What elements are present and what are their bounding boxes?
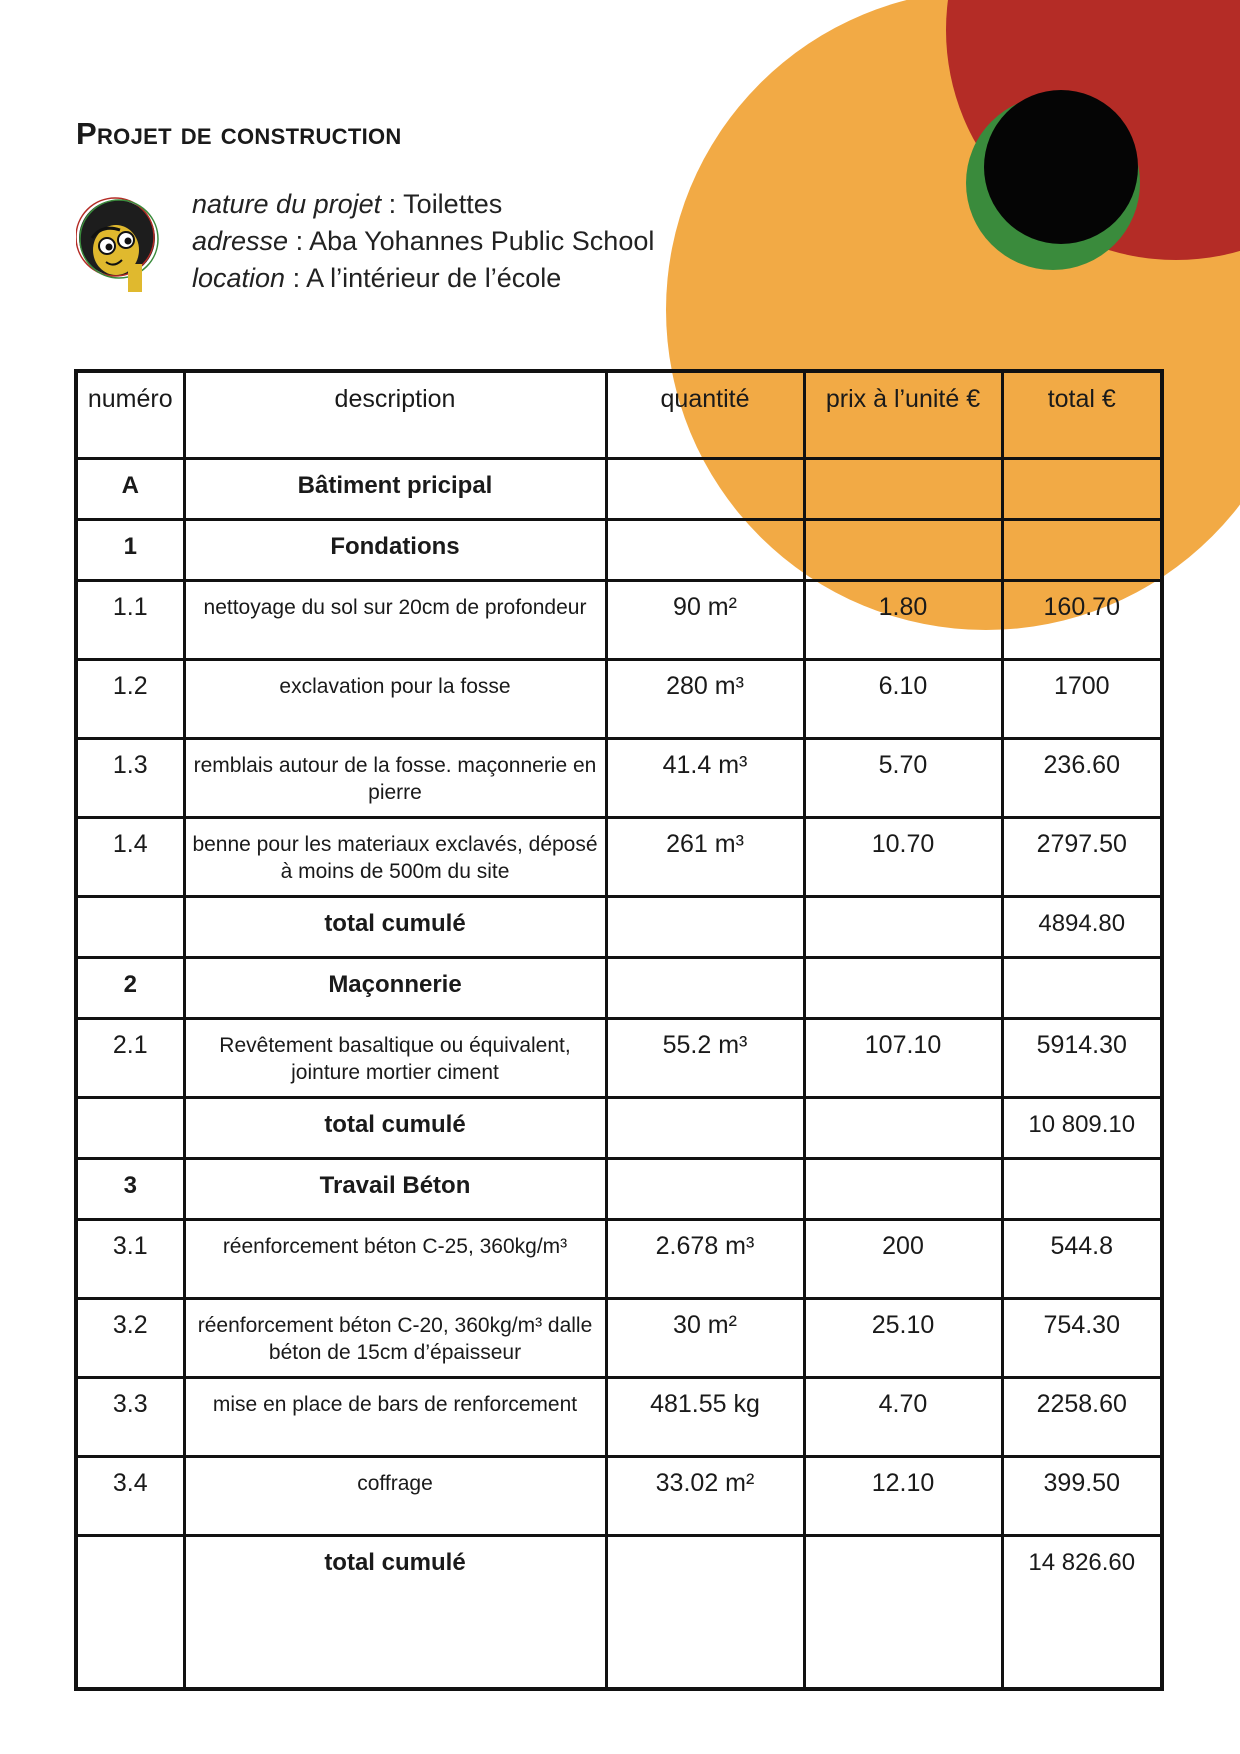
item-unit-price: 10.70 bbox=[804, 818, 1002, 897]
item-total: 2797.50 bbox=[1002, 818, 1162, 897]
empty-cell bbox=[1002, 958, 1162, 1019]
section-title: Fondations bbox=[184, 520, 606, 581]
empty-cell bbox=[804, 520, 1002, 581]
item-quantity: 481.55 kg bbox=[606, 1378, 804, 1457]
item-number: 3.1 bbox=[76, 1220, 184, 1299]
item-total: 2258.60 bbox=[1002, 1378, 1162, 1457]
item-total: 544.8 bbox=[1002, 1220, 1162, 1299]
item-description: réenforcement béton C-20, 360kg/m³ dalle béton de 15cm d’épaisseur bbox=[184, 1299, 606, 1378]
table-row bbox=[76, 1457, 1162, 1536]
item-number: 3.3 bbox=[76, 1378, 184, 1457]
empty-cell bbox=[76, 1098, 184, 1159]
item-number: 1.3 bbox=[76, 739, 184, 818]
column-header-total: total € bbox=[1002, 371, 1162, 459]
empty-cell bbox=[1002, 520, 1162, 581]
item-quantity: 41.4 m³ bbox=[606, 739, 804, 818]
cost-table bbox=[74, 369, 1164, 1691]
item-description: mise en place de bars de renforcement bbox=[184, 1378, 606, 1457]
table-row bbox=[76, 1220, 1162, 1299]
subtotal-label: total cumulé bbox=[184, 1098, 606, 1159]
section-title: Travail Béton bbox=[184, 1159, 606, 1220]
table-row bbox=[76, 818, 1162, 897]
empty-cell bbox=[804, 1536, 1002, 1690]
section-title: Maçonnerie bbox=[184, 958, 606, 1019]
empty-cell bbox=[804, 459, 1002, 520]
section-row bbox=[76, 1159, 1162, 1220]
section-row bbox=[76, 520, 1162, 581]
subtotal-value: 4894.80 bbox=[1002, 897, 1162, 958]
item-unit-price: 5.70 bbox=[804, 739, 1002, 818]
empty-cell bbox=[76, 1536, 184, 1690]
info-adresse: adresse : Aba Yohannes Public School bbox=[192, 226, 655, 256]
empty-cell bbox=[606, 1536, 804, 1690]
item-unit-price: 107.10 bbox=[804, 1019, 1002, 1098]
subtotal-row bbox=[76, 897, 1162, 958]
item-unit-price: 12.10 bbox=[804, 1457, 1002, 1536]
item-number: 2.1 bbox=[76, 1019, 184, 1098]
subtotal-value: 14 826.60 bbox=[1002, 1536, 1162, 1690]
column-header-description: description bbox=[184, 371, 606, 459]
item-description: nettoyage du sol sur 20cm de profondeur bbox=[184, 581, 606, 660]
item-quantity: 2.678 m³ bbox=[606, 1220, 804, 1299]
decor-black-circle bbox=[984, 90, 1138, 244]
empty-cell bbox=[1002, 1159, 1162, 1220]
section-number: 1 bbox=[76, 520, 184, 581]
empty-cell bbox=[804, 1159, 1002, 1220]
item-total: 754.30 bbox=[1002, 1299, 1162, 1378]
empty-cell bbox=[606, 520, 804, 581]
item-quantity: 261 m³ bbox=[606, 818, 804, 897]
info-nature: nature du projet : Toilettes bbox=[192, 189, 503, 219]
item-unit-price: 4.70 bbox=[804, 1378, 1002, 1457]
item-number: 3.2 bbox=[76, 1299, 184, 1378]
subtotal-value: 10 809.10 bbox=[1002, 1098, 1162, 1159]
item-description: réenforcement béton C-25, 360kg/m³ bbox=[184, 1220, 606, 1299]
item-number: 1.4 bbox=[76, 818, 184, 897]
project-info bbox=[192, 186, 654, 297]
table-row bbox=[76, 1378, 1162, 1457]
item-quantity: 280 m³ bbox=[606, 660, 804, 739]
section-number: 2 bbox=[76, 958, 184, 1019]
empty-cell bbox=[606, 958, 804, 1019]
subtotal-label: total cumulé bbox=[184, 1536, 606, 1690]
item-description: coffrage bbox=[184, 1457, 606, 1536]
item-number: 1.1 bbox=[76, 581, 184, 660]
item-total: 160.70 bbox=[1002, 581, 1162, 660]
column-header-quantite: quantité bbox=[606, 371, 804, 459]
item-unit-price: 200 bbox=[804, 1220, 1002, 1299]
empty-cell bbox=[606, 1159, 804, 1220]
page-title: Projet de construction bbox=[76, 116, 402, 151]
item-number: 1.2 bbox=[76, 660, 184, 739]
table-row bbox=[76, 660, 1162, 739]
subtotal-row bbox=[76, 1536, 1162, 1690]
item-unit-price: 6.10 bbox=[804, 660, 1002, 739]
item-quantity: 90 m² bbox=[606, 581, 804, 660]
item-quantity: 55.2 m³ bbox=[606, 1019, 804, 1098]
avatar-icon bbox=[76, 194, 162, 294]
column-header-prix-unite: prix à l’unité € bbox=[804, 371, 1002, 459]
table-row bbox=[76, 1019, 1162, 1098]
info-location: location : A l’intérieur de l’école bbox=[192, 263, 562, 293]
item-description: exclavation pour la fosse bbox=[184, 660, 606, 739]
item-total: 5914.30 bbox=[1002, 1019, 1162, 1098]
section-row bbox=[76, 459, 1162, 520]
item-number: 3.4 bbox=[76, 1457, 184, 1536]
table-row bbox=[76, 739, 1162, 818]
empty-cell bbox=[606, 1098, 804, 1159]
empty-cell bbox=[1002, 459, 1162, 520]
item-unit-price: 25.10 bbox=[804, 1299, 1002, 1378]
empty-cell bbox=[76, 897, 184, 958]
subtotal-label: total cumulé bbox=[184, 897, 606, 958]
empty-cell bbox=[804, 1098, 1002, 1159]
item-total: 236.60 bbox=[1002, 739, 1162, 818]
item-quantity: 33.02 m² bbox=[606, 1457, 804, 1536]
empty-cell bbox=[606, 897, 804, 958]
empty-cell bbox=[804, 897, 1002, 958]
table-body bbox=[76, 459, 1162, 1690]
item-unit-price: 1.80 bbox=[804, 581, 1002, 660]
item-total: 399.50 bbox=[1002, 1457, 1162, 1536]
empty-cell bbox=[606, 459, 804, 520]
table-header-row bbox=[76, 371, 1162, 459]
item-total: 1700 bbox=[1002, 660, 1162, 739]
item-description: benne pour les materiaux exclavés, déposé à moins de 500m du site bbox=[184, 818, 606, 897]
section-number: 3 bbox=[76, 1159, 184, 1220]
column-header-numero: numéro bbox=[76, 371, 184, 459]
subtotal-row bbox=[76, 1098, 1162, 1159]
section-title: Bâtiment pricipal bbox=[184, 459, 606, 520]
section-number: A bbox=[76, 459, 184, 520]
table-row bbox=[76, 1299, 1162, 1378]
empty-cell bbox=[804, 958, 1002, 1019]
item-quantity: 30 m² bbox=[606, 1299, 804, 1378]
section-row bbox=[76, 958, 1162, 1019]
table-row bbox=[76, 581, 1162, 660]
item-description: Revêtement basaltique ou équivalent, jointure mortier ciment bbox=[184, 1019, 606, 1098]
item-description: remblais autour de la fosse. maçonnerie en pierre bbox=[184, 739, 606, 818]
